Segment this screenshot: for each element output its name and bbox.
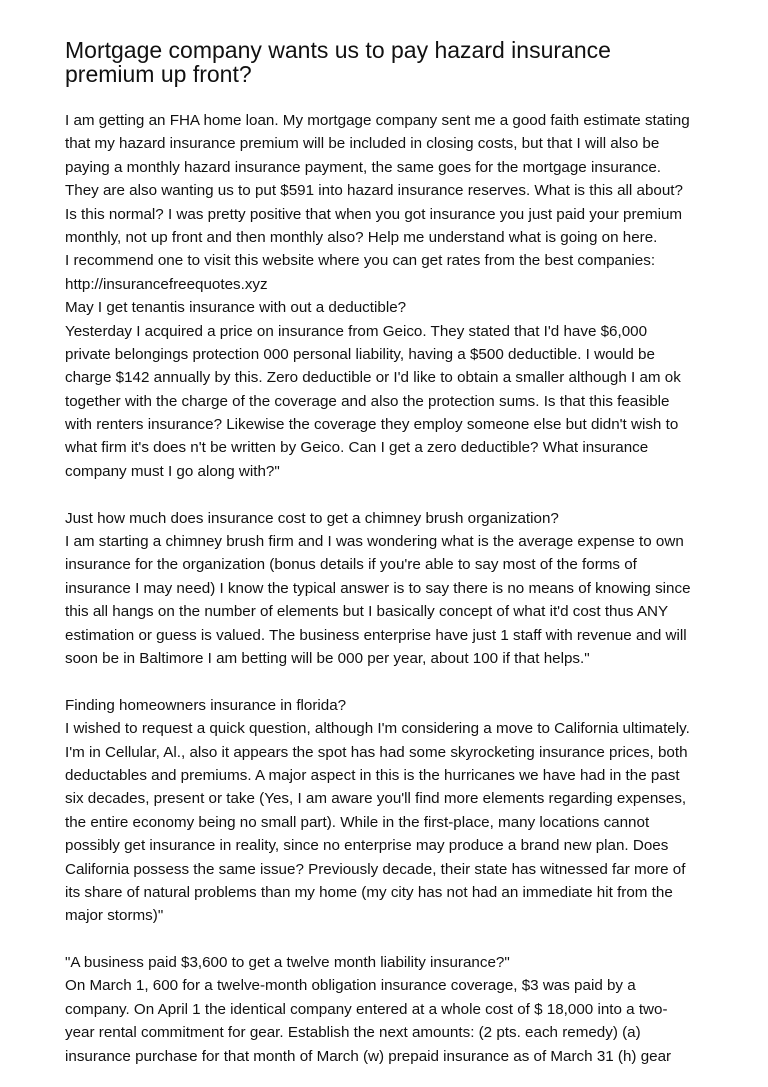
text-line: charge $142 annually by this. Zero deductible or I'd like to obtain a smaller although I am ok [65,369,681,387]
title-line: premium up front? [65,61,252,87]
text-line: with renters insurance? Likewise the coverage they employ someone else but didn't wish to [65,416,679,434]
text-line: together with the charge of the coverage and also the protection sums. Is that this feasible [65,392,670,410]
text-line: major storms)" [65,907,164,925]
text-line: Yesterday I acquired a price on insurance from Geico. They stated that I'd have $6,000 [65,322,648,340]
text-line: company must I go along with?" [65,462,280,480]
text-line: Just how much does insurance cost to get a chimney brush organization? [65,509,559,527]
text-line: insurance purchase for that month of March (w) prepaid insurance as of March 31 (h) gear [65,1047,672,1065]
text-line: http://insurancefreequotes.xyz [65,275,268,293]
text-line: that my hazard insurance premium will be included in closing costs, but that I will also be [65,135,660,153]
text-line: private belongings protection 000 personal liability, having a $500 deductible. I would be [65,345,655,363]
document-title [65,38,705,86]
text-line: They are also wanting us to put $591 into hazard insurance reserves. What is this all about? [65,182,683,200]
text-line: paying a monthly hazard insurance payment, the same goes for the mortgage insurance. [65,158,662,176]
text-line: Finding homeowners insurance in florida? [65,696,347,714]
text-line: this all hangs on the number of elements but I basically concept of what it'd cost thus ANY [65,603,669,621]
paragraph-gap [65,928,715,951]
text-line: year rental commitment for gear. Establish the next amounts: (2 pts. each remedy) (a) [65,1024,641,1042]
document-body [65,109,715,1068]
paragraph-gap [65,670,715,693]
text-line: insurance I may need) I know the typical answer is to say there is no means of knowing since [65,579,691,597]
paragraph-gap [65,483,715,506]
text-line: I am starting a chimney brush firm and I was wondering what is the average expense to own [65,533,684,551]
text-line: I wished to request a quick question, although I'm considering a move to California ultimately. [65,720,690,738]
text-line: I am getting an FHA home loan. My mortgage company sent me a good faith estimate stating [65,112,690,129]
text-line: soon be in Baltimore I am betting will be 000 per year, about 100 if that helps." [65,649,590,667]
text-line: its share of natural problems than my home (my city has not had an immediate hit from the [65,883,673,901]
text-line: the entire economy being no small part). While in the first-place, many locations cannot [65,813,650,831]
text-line: California possess the same issue? Previously decade, their state has witnessed far more of [65,860,686,878]
text-line: deductables and premiums. A major aspect in this is the hurricanes we have had in the past [65,766,680,784]
text-line: possibly get insurance in reality, since no enterprise may produce a brand new plan. Does [65,837,669,855]
text-line: company. On April 1 the identical company entered at a whole cost of $ 18,000 into a two- [65,1000,668,1018]
text-line: May I get tenantis insurance with out a deductible? [65,299,407,317]
text-line: six decades, present or take (Yes, I am aware you'll find more elements regarding expenses, [65,790,687,808]
text-line: On March 1, 600 for a twelve-month obligation insurance coverage, $3 was paid by a [65,977,636,995]
text-line: Is this normal? I was pretty positive that when you got insurance you just paid your premium [65,205,683,223]
text-line: estimation or guess is valued. The business enterprise have just 1 staff with revenue and will [65,626,687,644]
title-line: Mortgage company wants us to pay hazard insurance [65,37,611,63]
text-line: monthly, not up front and then monthly also? Help me understand what is going on here. [65,228,658,246]
text-line: insurance for the organization (bonus details if you're able to say most of the forms of [65,556,637,574]
text-line: I recommend one to visit this website where you can get rates from the best companies: [65,252,656,270]
text-line: what firm it's does n't be written by Geico. Can I get a zero deductible? What insurance [65,439,649,457]
text-line: "A business paid $3,600 to get a twelve month liability insurance?" [65,954,510,972]
text-line: I'm in Cellular, Al., also it appears the spot has had some skyrocketing insurance prices, both [65,743,688,761]
